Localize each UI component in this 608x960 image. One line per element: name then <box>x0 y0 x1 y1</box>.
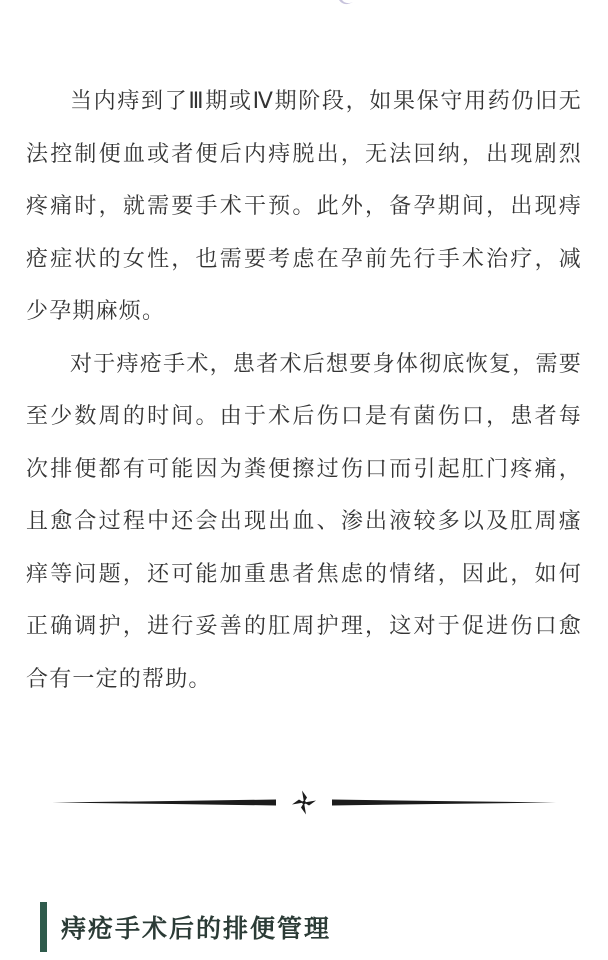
divider-left-rule <box>52 800 276 806</box>
paragraph-hemorrhoid-surgery-indications: 当内痔到了Ⅲ期或Ⅳ期阶段，如果保守用药仍旧无法控制便血或者便后内痔脱出，无法回纳，出现剧烈疼痛时，就需要手术干预。此外，备孕期间，出现痔疮症状的女性，也需要考虑在孕前先行手术治疗，减少孕期麻烦。 <box>26 89 582 324</box>
heading-accent-bar <box>40 902 47 952</box>
section-divider <box>52 786 556 820</box>
section-title: 痔疮手术后的排便管理 <box>61 914 332 943</box>
divider-right-rule <box>332 800 556 806</box>
pinwheel-ornament-icon <box>292 791 316 815</box>
paragraph-postoperative-recovery: 对于痔疮手术，患者术后想要身体彻底恢复，需要至少数周的时间。由于术后伤口是有菌伤口，患者每次排便都有可能因为粪便擦过伤口而引起肛门疼痛，且愈合过程中还会出现出血、渗出液较多以及肛周瘙痒等问题，还可能加重患者焦虑的情绪，因此，如何正确调护，进行妥善的肛周护理，这对于促进伤口愈合有一定的帮助。 <box>26 351 582 692</box>
wing-decor-icon <box>338 0 354 8</box>
article-body <box>26 76 582 706</box>
section-heading <box>40 902 331 952</box>
